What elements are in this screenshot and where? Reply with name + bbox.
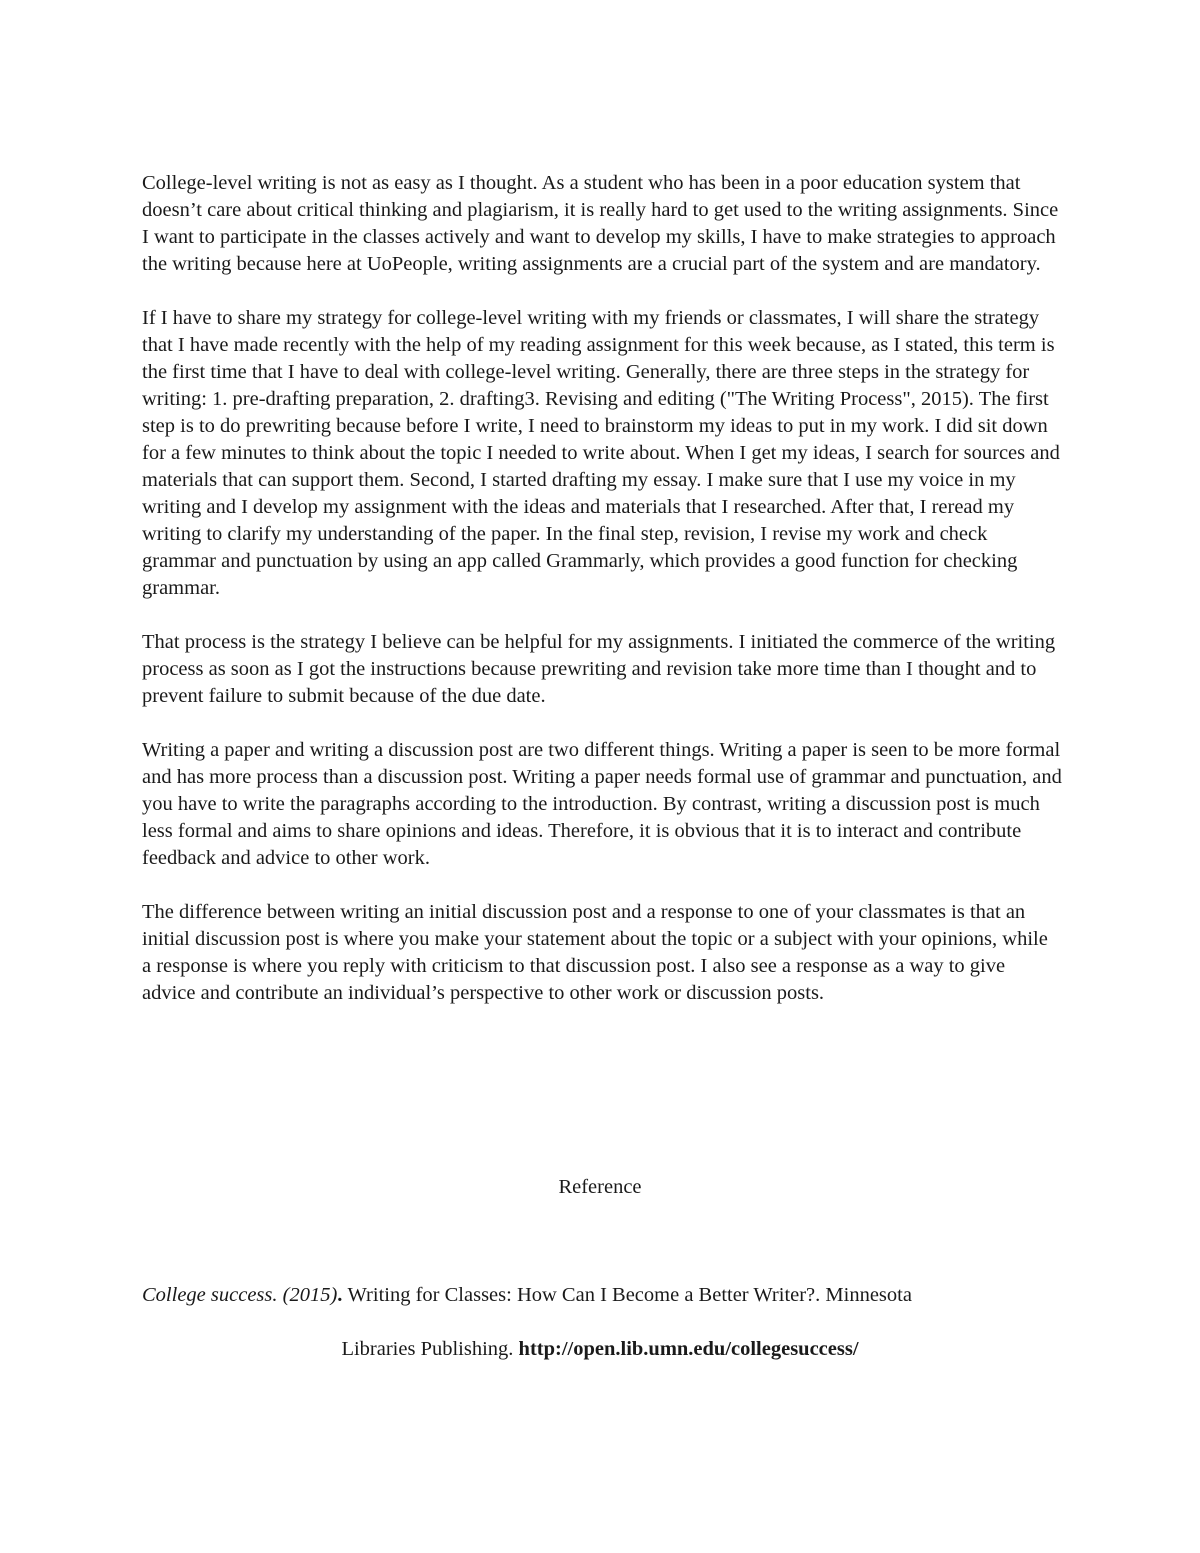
paragraph-1: College-level writing is not as easy as I thought. As a student who has been in a poor education system that doesn’t care about critical thinking and plagiarism, it is really hard to get used to the writing assignments. Since I want to participate in the classes actively and want to develop my skills, I have to make strategies to approach the writing because here at UoPeople, writing assignments are a crucial part of the system and are mandatory. [142, 172, 1059, 275]
paragraph-2: If I have to share my strategy for college-level writing with my friends or classmates, I will share the strategy that I have made recently with the help of my reading assignment for this week because, as I stated, this term is the first time that I have to deal with college-level writing. Generally, there are three steps in the strategy for writing: 1. pre-drafting preparation, 2. drafting3. Revising and editing ("The Writing Process", 2015). The first step is to do prewriting because before I write, I need to brainstorm my ideas to put in my work. I did sit down for a few minutes to think about the topic I needed to write about. When I get my ideas, I search for sources and materials that can support them. Second, I started drafting my essay. I make sure that I use my voice in my writing and I develop my assignment with the ideas and materials that I researched. After that, I reread my writing to clarify my understanding of the paper. In the final step, revision, I revise my work and check grammar and punctuation by using an app called Grammarly, which provides a good function for checking grammar. [142, 307, 1060, 599]
reference-heading: Reference [558, 1176, 642, 1198]
citation-line [142, 1282, 1102, 1309]
citation-publisher: Libraries Publishing. [341, 1338, 519, 1360]
citation-separator: . [337, 1284, 348, 1306]
citation-title: Writing for Classes: How Can I Become a Better Writer?. Minnesota [347, 1284, 912, 1306]
citation-publisher-line [0, 1336, 1200, 1363]
paragraph-5: The difference between writing an initial discussion post and a response to one of your classmates is that an initial discussion post is where you make your statement about the topic or a subject with your opinions, while a response is where you reply with criticism to that discussion post. I also see a response as a way to give advice and contribute an individual’s perspective to other work or discussion posts. [142, 901, 1048, 1004]
citation-author-year: College success. (2015) [142, 1284, 338, 1306]
essay-body [142, 170, 1062, 1034]
paragraph-3: That process is the strategy I believe can be helpful for my assignments. I initiated the commerce of the writing process as soon as I got the instructions because prewriting and revision take more time than I thought and to prevent failure to submit because of the due date. [142, 631, 1056, 707]
paragraph-4: Writing a paper and writing a discussion post are two different things. Writing a paper is seen to be more formal and has more process than a discussion post. Writing a paper needs formal use of grammar and punctuation, and you have to write the paragraphs according to the introduction. By contrast, writing a discussion post is much less formal and aims to share opinions and ideas. Therefore, it is obvious that it is to interact and contribute feedback and advice to other work. [142, 739, 1062, 869]
citation-url-link[interactable]: http://open.lib.umn.edu/collegesuccess/ [518, 1338, 859, 1360]
